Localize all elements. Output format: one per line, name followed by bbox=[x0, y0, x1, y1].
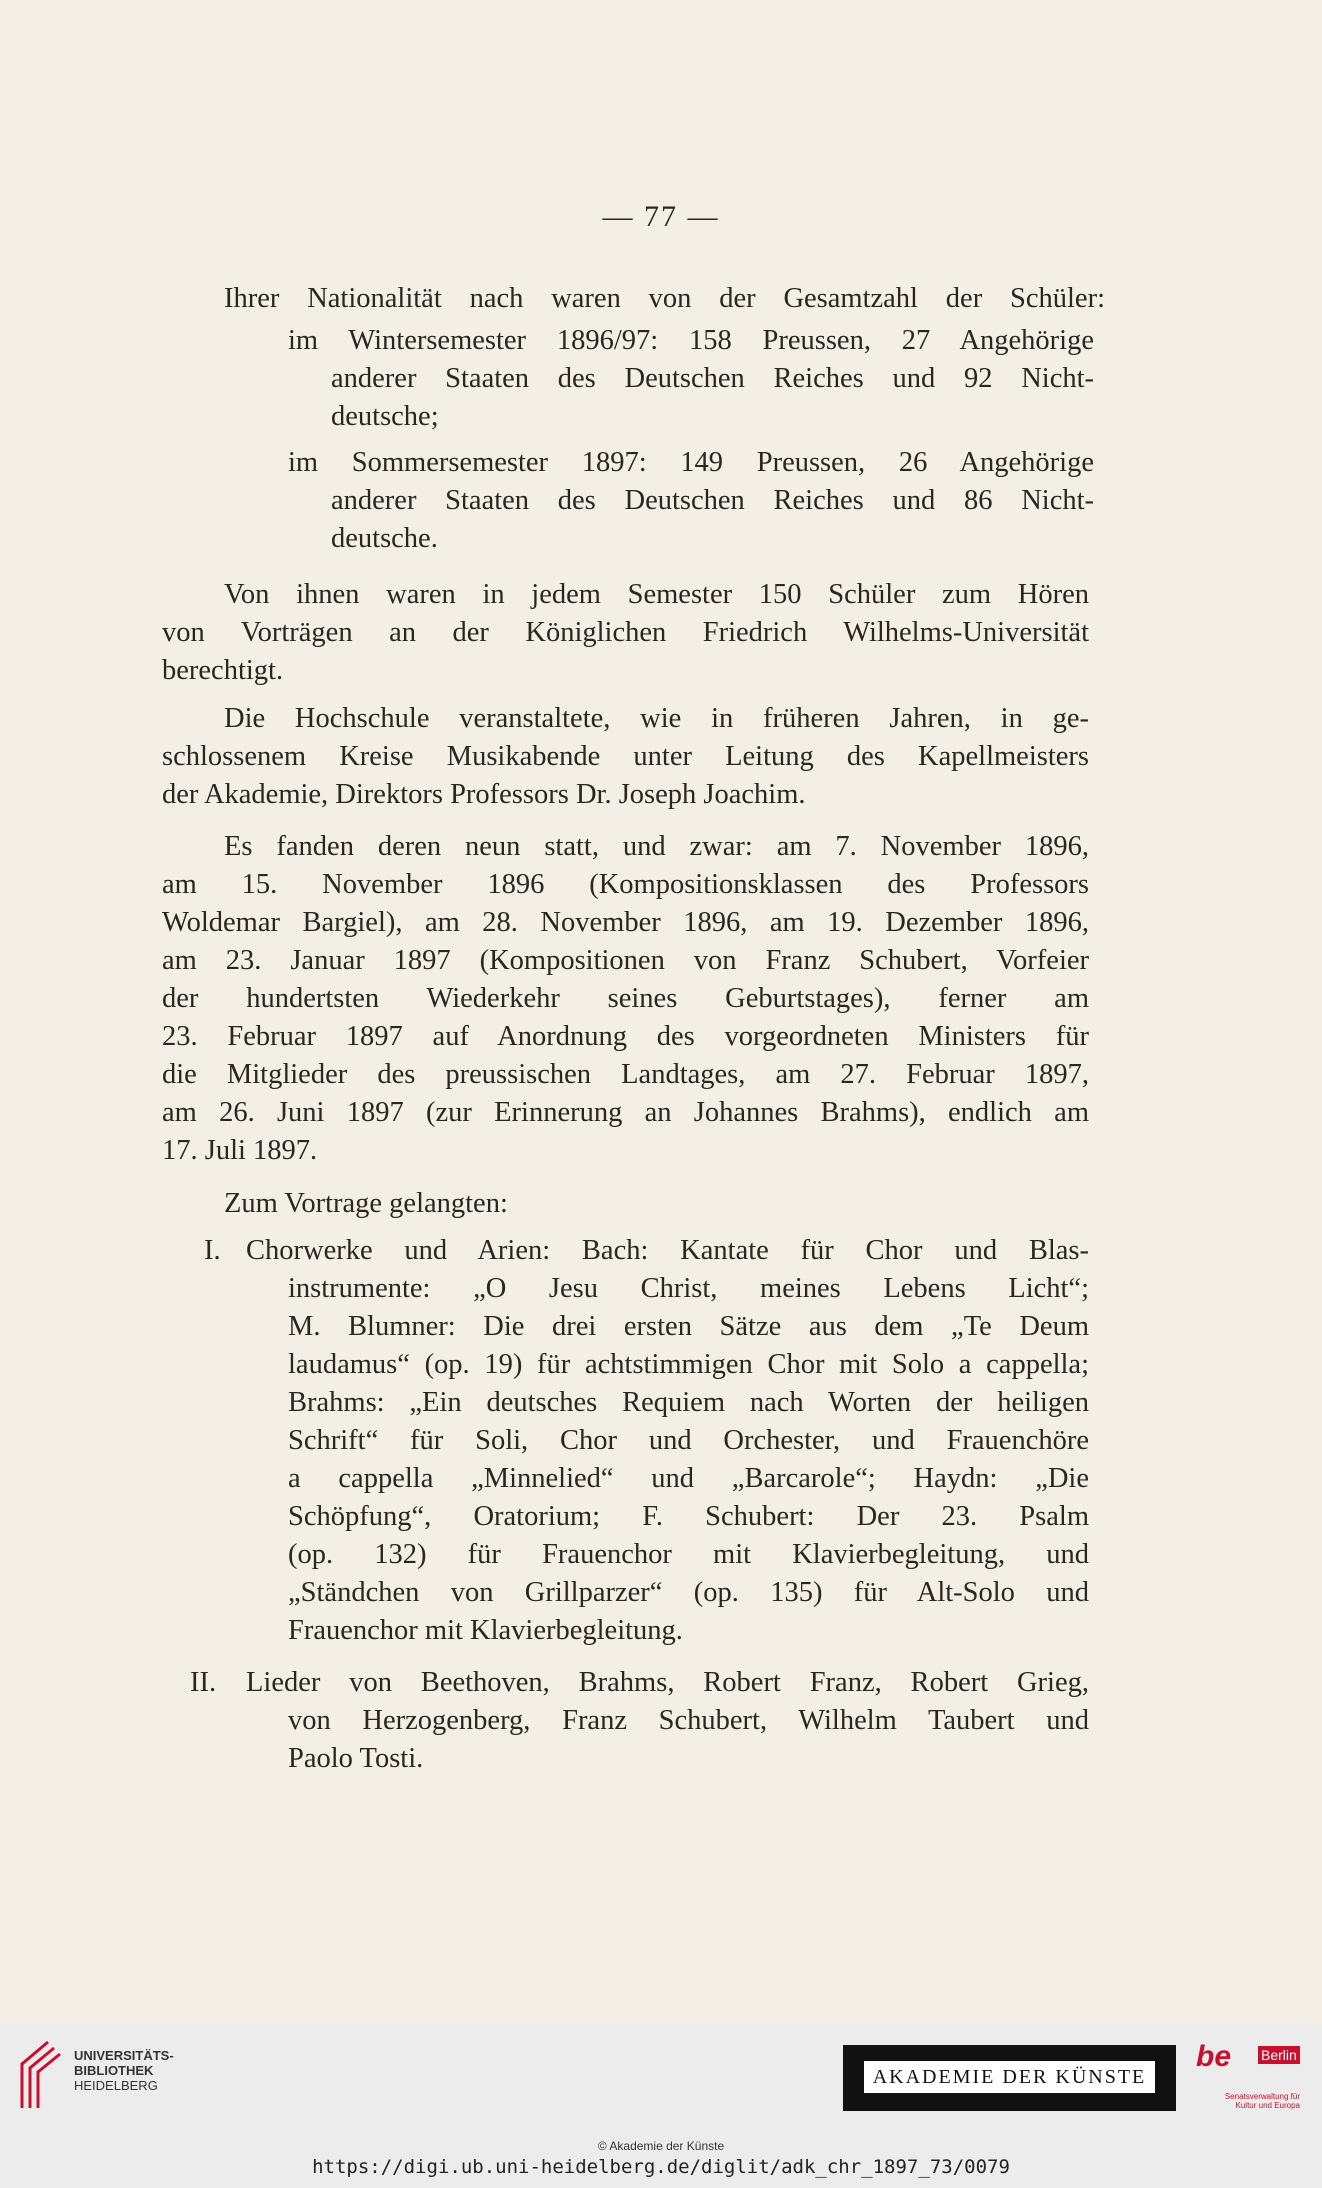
list-marker: I. bbox=[204, 1235, 221, 1266]
text-line: Zum Vortrage gelangten: bbox=[224, 1188, 508, 1219]
text-line: die Mitglieder des preussischen Landtages, am 27. Februar 1897, bbox=[162, 1059, 1089, 1090]
text-line: deutsche. bbox=[331, 523, 438, 554]
university-library-name: UNIVERSITÄTS- BIBLIOTHEK HEIDELBERG bbox=[74, 2048, 174, 2093]
text-line: der hundertsten Wiederkehr seines Geburtstages), ferner am bbox=[162, 983, 1089, 1014]
text-line: von Herzogenberg, Franz Schubert, Wilhelm Taubert und bbox=[288, 1705, 1089, 1736]
text-line: a cappella „Minnelied“ und „Barcarole“; Haydn: „Die bbox=[288, 1463, 1089, 1494]
text-line: am 15. November 1896 (Kompositionsklassen des Professors bbox=[162, 869, 1089, 900]
text-line: Die Hochschule veranstaltete, wie in früheren Jahren, in ge- bbox=[224, 703, 1089, 734]
text-line: Schrift“ für Soli, Chor und Orchester, und Frauenchöre bbox=[288, 1425, 1089, 1456]
copyright-notice: © Akademie der Künste bbox=[597, 2139, 725, 2153]
text-line: anderer Staaten des Deutschen Reiches und 86 Nicht- bbox=[331, 485, 1094, 516]
text-line: der Akademie, Direktors Professors Dr. Joseph Joachim. bbox=[162, 779, 806, 810]
text-line: (op. 132) für Frauenchor mit Klavierbegleitung, und bbox=[288, 1539, 1089, 1570]
text-line: von Vorträgen an der Königlichen Friedrich Wilhelms-Universität bbox=[162, 617, 1089, 648]
text-line: laudamus“ (op. 19) für achtstimmigen Chor mit Solo a cappella; bbox=[288, 1349, 1089, 1380]
text-line: Chorwerke und Arien: Bach: Kantate für Chor und Blas- bbox=[246, 1235, 1089, 1266]
text-line: Schöpfung“, Oratorium; F. Schubert: Der 23. Psalm bbox=[288, 1501, 1089, 1532]
text-line: Woldemar Bargiel), am 28. November 1896, am 19. Dezember 1896, bbox=[162, 907, 1089, 938]
university-library-logo-icon bbox=[14, 2038, 66, 2110]
text-line: am 23. Januar 1897 (Kompositionen von Franz Schubert, Vorfeier bbox=[162, 945, 1089, 976]
text-line: Brahms: „Ein deutsches Requiem nach Worten der heiligen bbox=[288, 1387, 1089, 1418]
text-line: 17. Juli 1897. bbox=[162, 1135, 318, 1166]
text-line: 23. Februar 1897 auf Anordnung des vorgeordneten Ministers für bbox=[162, 1021, 1089, 1052]
text-line: Frauenchor mit Klavierbegleitung. bbox=[288, 1615, 683, 1646]
text-line: Paolo Tosti. bbox=[288, 1743, 424, 1774]
list-marker: II. bbox=[190, 1667, 217, 1698]
text-line: Von ihnen waren in jedem Semester 150 Schüler zum Hören bbox=[224, 579, 1089, 610]
text-line: Es fanden deren neun statt, und zwar: am 7. November 1896, bbox=[224, 831, 1089, 862]
text-line: instrumente: „O Jesu Christ, meines Lebens Licht“; bbox=[288, 1273, 1089, 1304]
text-line: „Ständchen von Grillparzer“ (op. 135) für Alt-Solo und bbox=[288, 1577, 1089, 1608]
akademie-logo-text: AKADEMIE DER KÜNSTE bbox=[864, 2061, 1155, 2093]
source-url[interactable]: https://digi.ub.uni-heidelberg.de/diglit/adk_chr_1897_73/0079 bbox=[312, 2156, 1010, 2178]
be-berlin-logo-icon: be bbox=[1196, 2040, 1232, 2073]
text-line: im Sommersemester 1897: 149 Preussen, 26 Angehörige bbox=[288, 447, 1094, 478]
text-line: M. Blumner: Die drei ersten Sätze aus dem „Te Deum bbox=[288, 1311, 1089, 1342]
text-line: anderer Staaten des Deutschen Reiches und 92 Nicht- bbox=[331, 363, 1094, 394]
text-line: Lieder von Beethoven, Brahms, Robert Franz, Robert Grieg, bbox=[246, 1667, 1089, 1698]
text-line: Ihrer Nationalität nach waren von der Gesamtzahl der Schüler: bbox=[224, 283, 1105, 314]
page-number: — 77 — bbox=[602, 200, 720, 233]
text-line: im Wintersemester 1896/97: 158 Preussen, 27 Angehörige bbox=[288, 325, 1094, 356]
text-line: deutsche; bbox=[331, 401, 439, 432]
text-line: schlossenem Kreise Musikabende unter Leitung des Kapellmeisters bbox=[162, 741, 1089, 772]
text-line: am 26. Juni 1897 (zur Erinnerung an Johannes Brahms), endlich am bbox=[162, 1097, 1089, 1128]
senate-department-text: Senatsverwaltung für Kultur und Europa bbox=[1224, 2092, 1300, 2110]
berlin-badge: Berlin bbox=[1258, 2046, 1300, 2064]
text-line: berechtigt. bbox=[162, 655, 284, 686]
